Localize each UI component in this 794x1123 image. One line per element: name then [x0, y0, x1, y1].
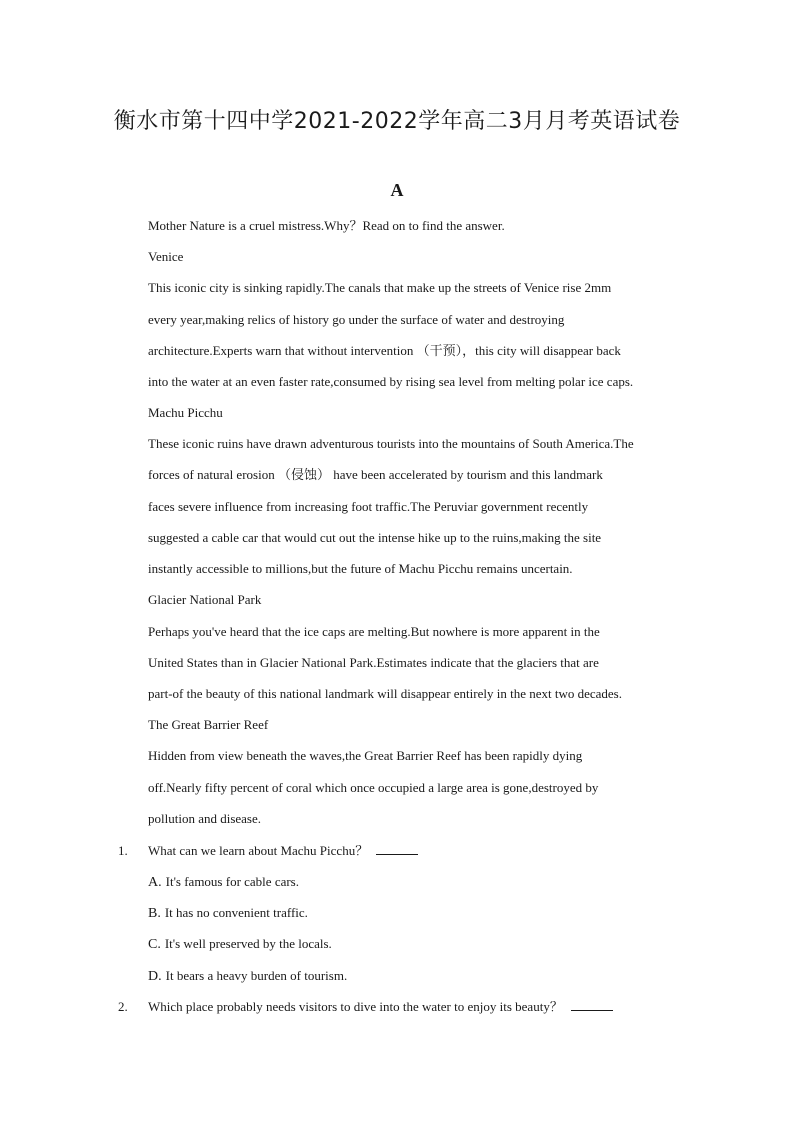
question-stem: Which place probably needs visitors to dive into the water to enjoy its beauty？: [148, 999, 563, 1014]
option-text: It has no convenient traffic.: [164, 905, 308, 920]
passage-heading-machu-picchu: Machu Picchu: [148, 405, 223, 420]
passage-line: faces severe influence from increasing foot traffic.The Peruviar government recently: [148, 499, 589, 514]
option-letter: A.: [148, 875, 162, 890]
option-letter: C.: [148, 937, 161, 952]
answer-blank: [376, 843, 418, 855]
passage-line: These iconic ruins have drawn adventurous tourists into the mountains of South America.The: [148, 436, 634, 451]
passage-line: forces of natural erosion （侵蚀） have been accelerated by tourism and this landmark: [148, 467, 603, 482]
passage-line: Mother Nature is a cruel mistress.Why？Read on to find the answer.: [148, 218, 505, 233]
option-text: It's well preserved by the locals.: [164, 936, 332, 951]
passage-line: This iconic city is sinking rapidly.The canals that make up the streets of Venice rise 2mm: [148, 280, 612, 295]
passage-line: architecture.Experts warn that without intervention （干预），this city will disappear back: [148, 343, 621, 358]
question-number: 2.: [118, 999, 128, 1014]
option-text: It bears a heavy burden of tourism.: [165, 968, 348, 983]
passage-line: every year,making relics of history go under the surface of water and destroying: [148, 312, 565, 327]
passage-line: part-of the beauty of this national landmark will disappear entirely in the next two decades.: [148, 686, 622, 701]
passage-heading-glacier: Glacier National Park: [148, 592, 262, 607]
option-letter: B.: [148, 906, 161, 921]
page-title: 衡水市第十四中学2021-2022学年高二3月月考英语试卷: [113, 109, 681, 134]
passage-line: pollution and disease.: [148, 811, 262, 826]
option-b: [148, 905, 308, 922]
passage-heading-reef: The Great Barrier Reef: [148, 717, 269, 732]
option-d: [148, 968, 347, 985]
passage-heading-venice: Venice: [148, 249, 184, 264]
passage-line: instantly accessible to millions,but the future of Machu Picchu remains uncertain.: [148, 561, 573, 576]
section-heading: A: [390, 180, 404, 200]
option-c: [148, 936, 332, 953]
option-text: It's famous for cable cars.: [165, 874, 299, 889]
question-text: [148, 843, 418, 859]
passage-line: suggested a cable car that would cut out the intense hike up to the ruins,making the site: [148, 530, 602, 545]
passage-line: Perhaps you've heard that the ice caps are melting.But nowhere is more apparent in the: [148, 624, 600, 639]
option-a: [148, 874, 299, 891]
answer-blank: [571, 999, 613, 1011]
question-text: [148, 999, 613, 1015]
passage-line: into the water at an even faster rate,consumed by rising sea level from melting polar ice caps.: [148, 374, 634, 389]
option-letter: D.: [148, 969, 162, 984]
question-number: 1.: [118, 843, 128, 858]
passage-line: Hidden from view beneath the waves,the Great Barrier Reef has been rapidly dying: [148, 748, 583, 763]
passage-line: off.Nearly fifty percent of coral which once occupied a large area is gone,destroyed by: [148, 780, 599, 795]
passage-line: United States than in Glacier National Park.Estimates indicate that the glaciers that are: [148, 655, 599, 670]
question-stem: What can we learn about Machu Picchu？: [148, 843, 369, 858]
